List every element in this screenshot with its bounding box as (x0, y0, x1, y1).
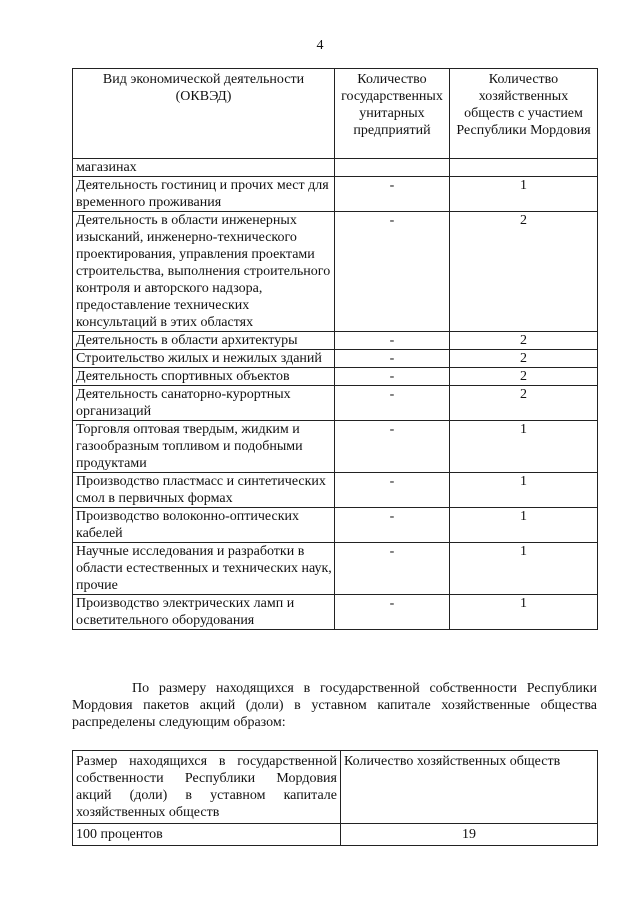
table-row (73, 159, 598, 177)
distribution-paragraph (72, 680, 597, 731)
paragraph-text: По размеру находящихся в государственной собственности Республики Мордовия пакетов акций (доли) в уставном капитале хозяйственные общества распределены следующим образом: (72, 681, 597, 730)
unitary-count: - (335, 473, 450, 508)
table-row (73, 350, 598, 368)
activity-name: Производство волоконно-оптических кабелей (73, 508, 335, 543)
share-size: 100 процентов (73, 824, 341, 846)
company-count: 2 (450, 368, 598, 386)
unitary-count: - (335, 368, 450, 386)
activity-name: Деятельность спортивных объектов (73, 368, 335, 386)
activity-table (72, 68, 598, 630)
activity-name: Деятельность санаторно-курортных организаций (73, 386, 335, 421)
page-number: 4 (316, 38, 324, 53)
table-row (73, 824, 598, 846)
company-count: 19 (341, 824, 598, 846)
header-share-size: Размер находящихся в государственной собственности Республики Мордовия акций (доли) в уставном капитале хозяйственных обществ (73, 751, 341, 824)
share-size-table (72, 750, 598, 846)
table-row (73, 368, 598, 386)
company-count: 2 (450, 212, 598, 332)
header-companies: Количество хозяйственных обществ с участием Республики Мордовия (450, 69, 598, 159)
unitary-count: - (335, 386, 450, 421)
activity-name: Строительство жилых и нежилых зданий (73, 350, 335, 368)
unitary-count: - (335, 212, 450, 332)
activity-name: магазинах (73, 159, 335, 177)
company-count: 1 (450, 473, 598, 508)
table-row (73, 332, 598, 350)
unitary-count: - (335, 177, 450, 212)
table-row (73, 212, 598, 332)
company-count: 1 (450, 177, 598, 212)
unitary-count (335, 159, 450, 177)
activity-name: Производство электрических ламп и осветительного оборудования (73, 595, 335, 630)
unitary-count: - (335, 595, 450, 630)
activity-name: Деятельность гостиниц и прочих мест для временного проживания (73, 177, 335, 212)
table-row (73, 473, 598, 508)
company-count: 2 (450, 332, 598, 350)
table-row (73, 386, 598, 421)
activity-name: Производство пластмасс и синтетических смол в первичных формах (73, 473, 335, 508)
share-size-table-header (73, 751, 598, 824)
table-row (73, 595, 598, 630)
table-row (73, 543, 598, 595)
activity-table-header (73, 69, 598, 159)
table-row (73, 508, 598, 543)
unitary-count: - (335, 543, 450, 595)
activity-name: Торговля оптовая твердым, жидким и газообразным топливом и подобными продуктами (73, 421, 335, 473)
unitary-count: - (335, 332, 450, 350)
company-count: 2 (450, 386, 598, 421)
table-row (73, 421, 598, 473)
unitary-count: - (335, 421, 450, 473)
company-count (450, 159, 598, 177)
company-count: 1 (450, 595, 598, 630)
header-unitary-enterprises: Количество государственных унитарных предприятий (335, 69, 450, 159)
header-company-count: Количество хозяйственных обществ (341, 751, 598, 824)
company-count: 1 (450, 421, 598, 473)
company-count: 2 (450, 350, 598, 368)
activity-name: Деятельность в области архитектуры (73, 332, 335, 350)
company-count: 1 (450, 543, 598, 595)
table-row (73, 177, 598, 212)
unitary-count: - (335, 508, 450, 543)
activity-name: Научные исследования и разработки в области естественных и технических наук, прочие (73, 543, 335, 595)
activity-name: Деятельность в области инженерных изысканий, инженерно-технического проектирования, управления проектами строительства, выполнения строительного контроля и авторского надзора, предоставление технических консультаций в этих областях (73, 212, 335, 332)
unitary-count: - (335, 350, 450, 368)
company-count: 1 (450, 508, 598, 543)
header-activity: Вид экономической деятельности (ОКВЭД) (73, 69, 335, 159)
